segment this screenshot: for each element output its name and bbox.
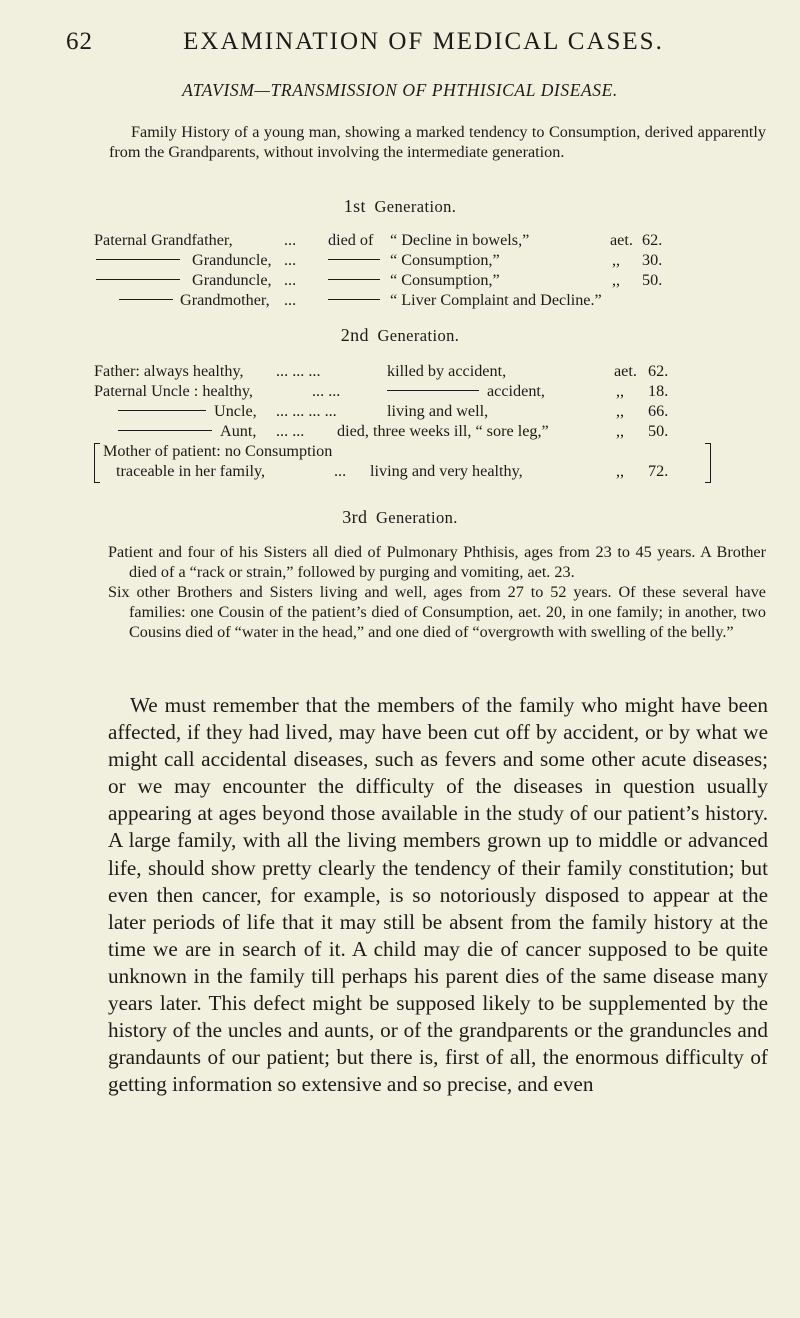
gen1-row: Granduncle, ... “ Consumption,” ,, 50. — [94, 270, 784, 290]
gen1-heading: 1st Generation. — [343, 196, 457, 216]
page-number: 62 — [66, 28, 93, 55]
body-text — [108, 692, 768, 1098]
gen3-section — [108, 542, 766, 642]
body-paragraph: We must remember that the members of the family who might have been affected, if they had lived, may have been cut off by accident, or by what we might call accidental diseases, such as fevers and some other acute diseases; or we may encounter the difficulty of the diseases in question usually appearing at ages beyond those available in the study of our patient’s history. A large family, with all the living members grown up to middle or advanced life, should show pretty clearly the tendency of their family constitution; but even then cancer, for example, is so notoriously disposed to appear at the later periods of life that it may still be absent from the family history at the time we are in search of it. A child may die of cancer supposed to be quite unknown in the family till perhaps his parent dies of the same disease many years later. This defect might be supposed likely to be supplemented by the history of the uncles and aunts, or of the grandparents or the granduncles and grandaunts of our patient; but there is, first of all, the enormous difficulty of getting information so extensive and so precise, and even — [108, 693, 768, 1097]
gen2-row: Mother of patient: no Consumption — [103, 442, 333, 460]
gen2-row: Aunt, ... ... died, three weeks ill, “ sore leg,” ,, 50. — [94, 421, 784, 441]
gen3-heading: 3rd Generation. — [342, 507, 458, 527]
gen2-row: Uncle, ... ... ... ... living and well, ,, 66. — [94, 401, 784, 421]
page-header — [66, 28, 781, 62]
gen1-row: Paternal Grandfather, ... died of “ Decline in bowels,” aet. 62. — [94, 231, 663, 249]
gen2-row: Paternal Uncle : healthy, ... ... accident, ,, 18. — [94, 382, 669, 400]
gen3-paragraph: Six other Brothers and Sisters living and well, ages from 27 to 52 years. Of these several have families: one Cousin of the patient’s died of Consumption, aet. 20, in one family; in another, two Cousins died of “water in the head,” and one died of “overgrowth with swelling of the belly.” — [108, 583, 766, 641]
section-title: ATAVISM—TRANSMISSION OF PHTHISICAL DISEASE. — [182, 80, 618, 100]
gen3-paragraph: Patient and four of his Sisters all died of Pulmonary Phthisis, ages from 23 to 45 years. A Brother died of a “rack or strain,” followed by purging and vomiting, aet. 23. — [108, 543, 766, 581]
gen2-heading: 2nd Generation. — [340, 325, 460, 345]
gen2-row: Father: always healthy, ... ... ... killed by accident, aet. 62. — [94, 362, 669, 380]
running-head: EXAMINATION OF MEDICAL CASES. — [183, 28, 664, 55]
gen1-row: Granduncle, ... “ Consumption,” ,, 30. — [94, 250, 784, 270]
intro-paragraph: Family History of a young man, showing a marked tendency to Consumption, derived apparently from the Grandparents, without involving the intermediate generation. — [109, 123, 766, 161]
gen2-row: traceable in her family, ... living and very healthy, ,, 72. — [116, 462, 669, 480]
gen1-row: Grandmother, ... “ Liver Complaint and Decline.” — [94, 290, 784, 310]
